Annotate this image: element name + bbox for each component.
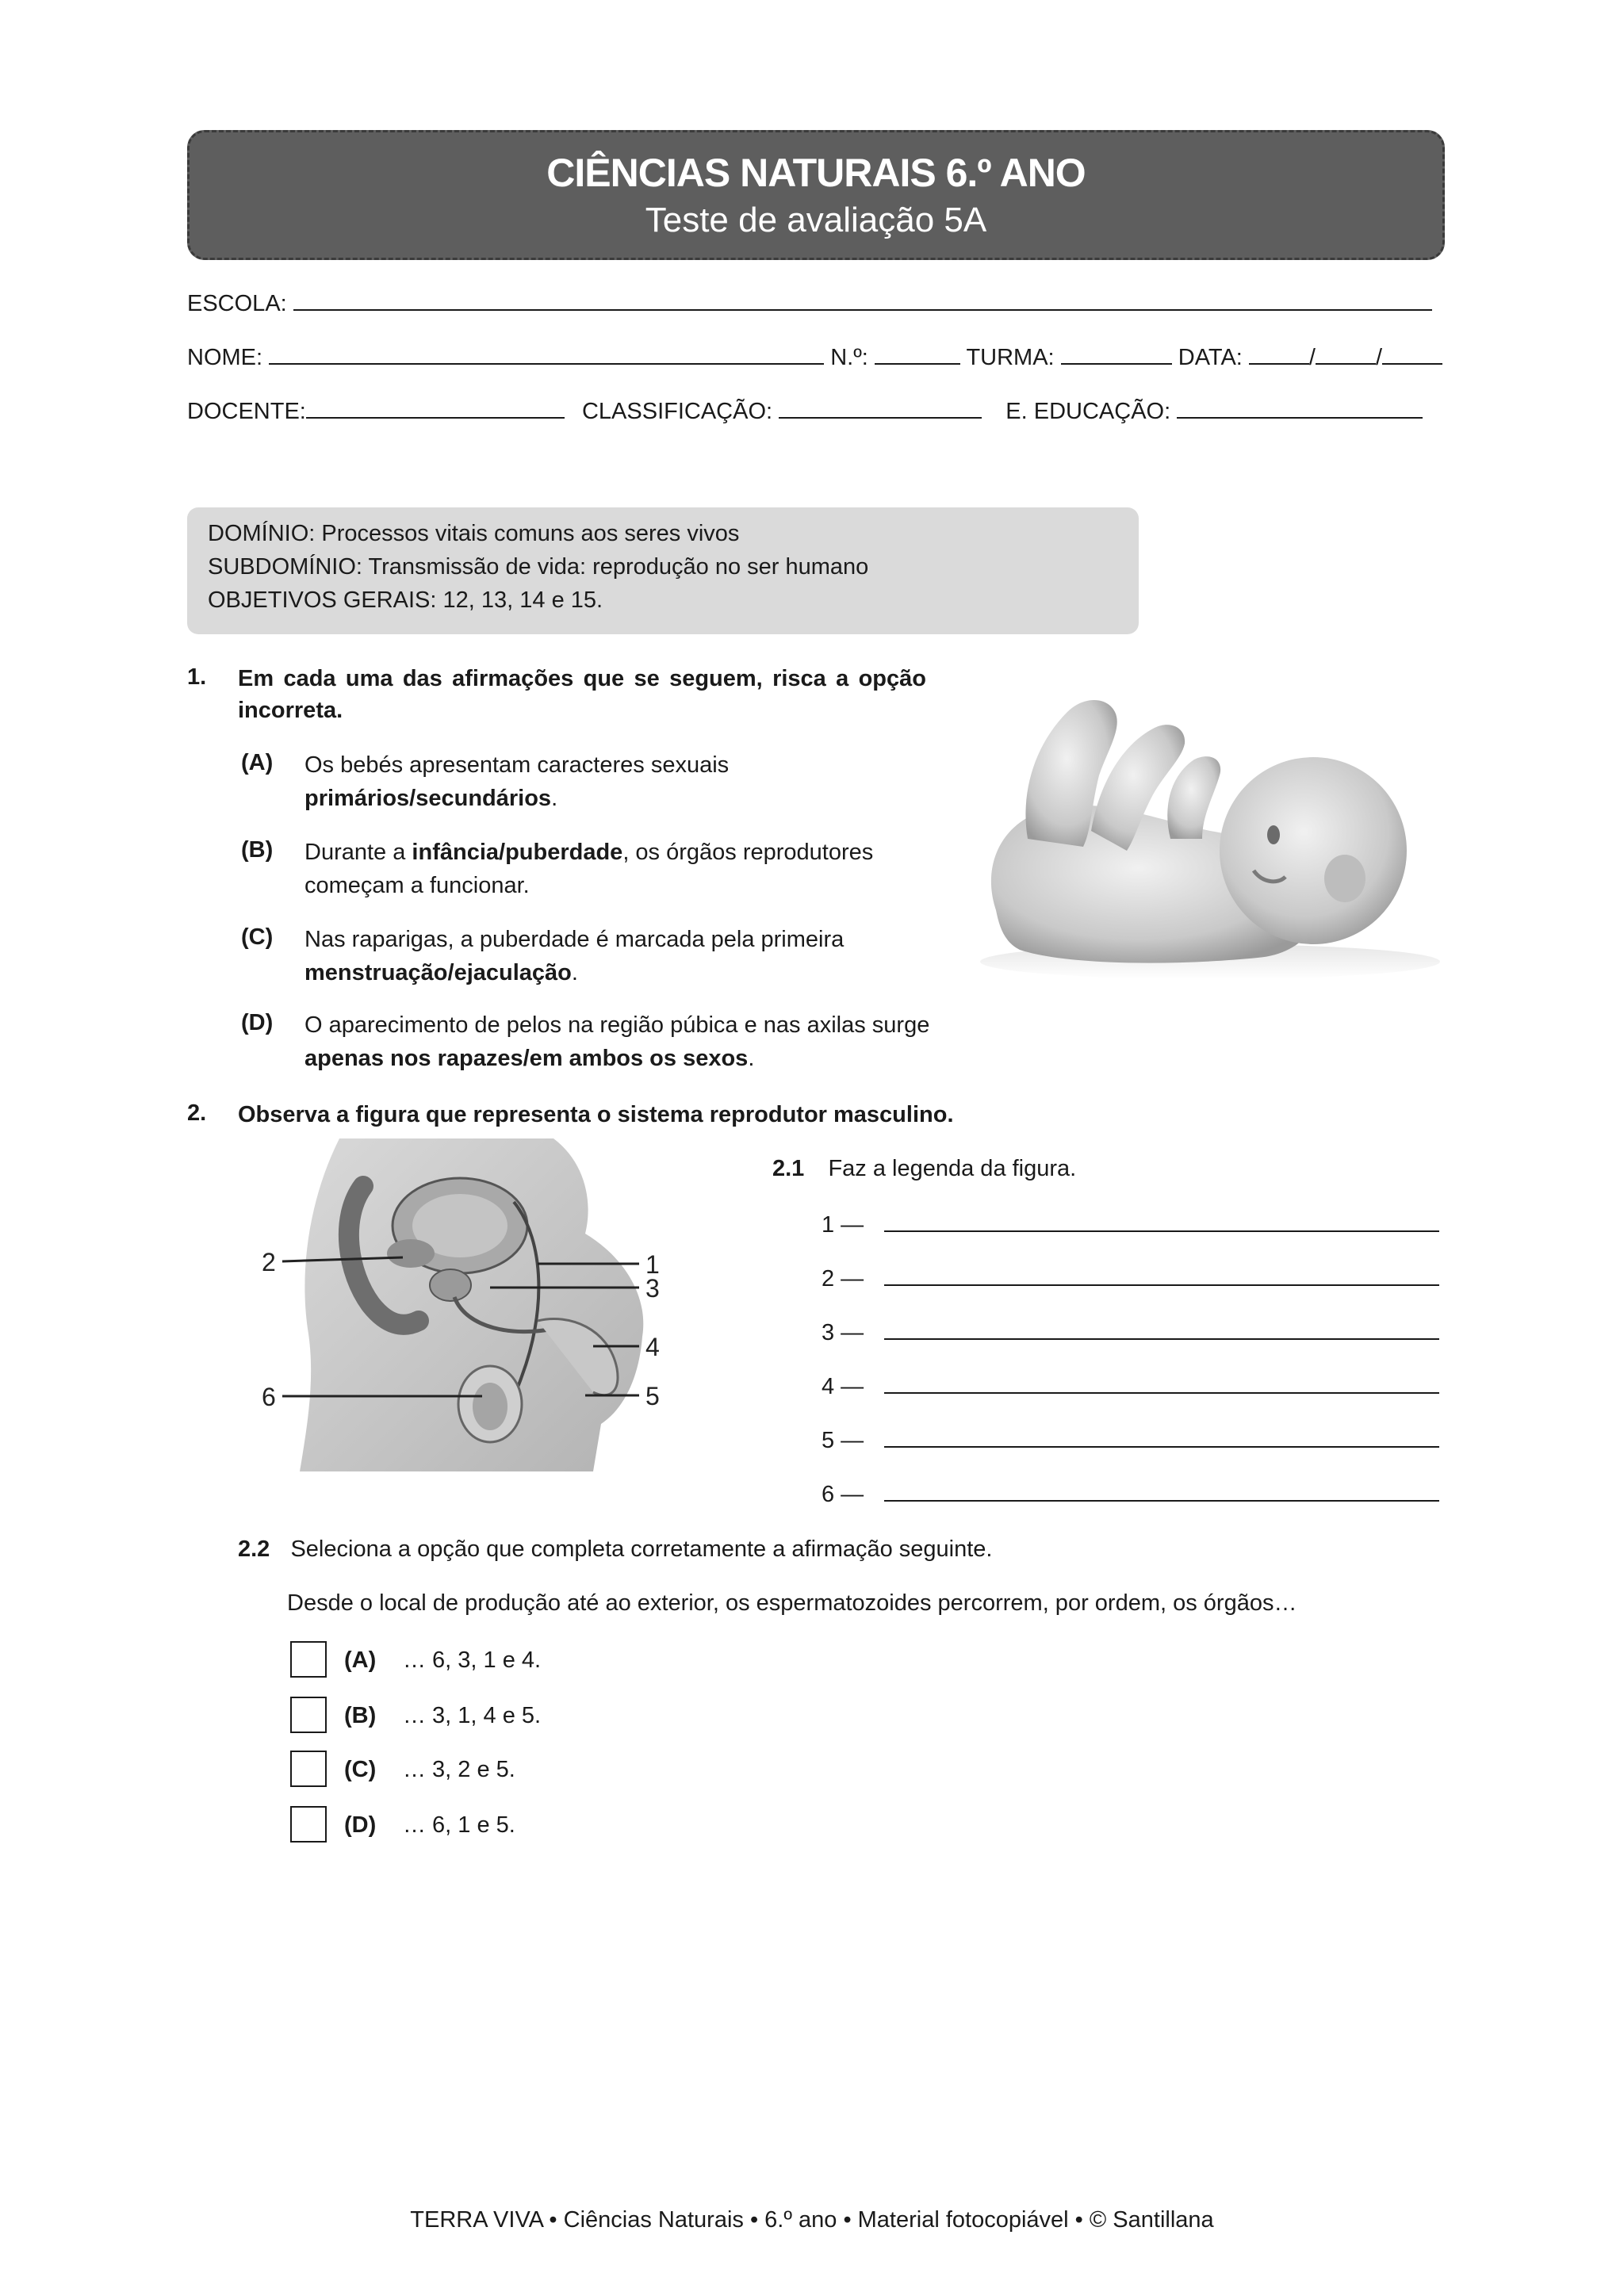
numero-label: N.º: <box>830 345 868 370</box>
legend-row-1-label: 1 — <box>822 1212 864 1238</box>
baby-photo <box>972 680 1445 980</box>
q1-option-b-end: , os órgãos reprodutores começam a funcionar. <box>304 840 874 898</box>
figure-label-5: 5 <box>645 1382 660 1410</box>
q1-option-a-choice: primários/secundários <box>304 786 552 811</box>
q1-option-c-choice: menstruação/ejaculação <box>304 960 572 985</box>
turma-label: TURMA: <box>966 345 1055 370</box>
q1-option-d-choice: apenas nos rapazes/em ambos os sexos <box>304 1046 749 1071</box>
q2-text: Observa a figura que representa o sistema reprodutor masculino. <box>238 1102 954 1127</box>
data-separator: / <box>1308 345 1316 370</box>
legend-row-4-label: 4 — <box>822 1374 864 1399</box>
page-subtitle: Teste de avaliação 5A <box>645 201 987 239</box>
q2-2-option-b-label: (B) <box>344 1703 377 1728</box>
option-d-checkbox[interactable] <box>290 1806 327 1843</box>
figure-label-1: 1 <box>645 1250 660 1279</box>
option-c-checkbox[interactable] <box>290 1751 327 1787</box>
q1-option-b-label: (B) <box>241 837 274 863</box>
q2-2-option-a-text: … 6, 3, 1 e 4. <box>403 1647 542 1673</box>
q1-option-c-text: Nas raparigas, a puberdade é marcada pela primeira <box>304 927 845 952</box>
q2-number: 2. <box>187 1100 207 1126</box>
q1-option-a-text: Os bebés apresentam caracteres sexuais <box>304 752 730 778</box>
classificacao-field[interactable] <box>779 396 982 419</box>
nome-field[interactable] <box>269 342 824 365</box>
dominio-text: DOMÍNIO: Processos vitais comuns aos seres vivos <box>208 521 740 546</box>
legend-row-3-label: 3 — <box>822 1320 864 1345</box>
q1-option-a[interactable] <box>304 748 931 815</box>
e-educacao-field[interactable] <box>1177 396 1423 419</box>
reproductive-system-figure <box>252 1138 696 1487</box>
escola-label: ESCOLA: <box>187 291 287 316</box>
figure-label-2: 2 <box>262 1248 276 1276</box>
legend-row-5-label: 5 — <box>822 1428 864 1453</box>
turma-field[interactable] <box>1061 342 1172 365</box>
page-footer: TERRA VIVA • Ciências Naturais • 6.º ano • Material fotocopiável • © Santillana <box>410 2207 1214 2233</box>
q1-option-b[interactable] <box>304 836 931 902</box>
data-month-field[interactable] <box>1316 342 1376 365</box>
objetivos-text: OBJETIVOS GERAIS: 12, 13, 14 e 15. <box>208 587 603 613</box>
legend-row-2 <box>822 1264 1439 1292</box>
data-label: DATA: <box>1178 345 1243 370</box>
data-day-field[interactable] <box>1249 342 1309 365</box>
legend-field-6[interactable] <box>884 1479 1439 1502</box>
figure-label-6: 6 <box>262 1383 276 1411</box>
nome-label: NOME: <box>187 345 263 370</box>
header-banner <box>187 130 1445 260</box>
q2-2-option-c-label: (C) <box>344 1757 377 1782</box>
option-b-checkbox[interactable] <box>290 1697 327 1733</box>
legend-field-1[interactable] <box>884 1210 1439 1232</box>
data-separator: / <box>1375 345 1383 370</box>
escola-field[interactable] <box>293 289 1432 311</box>
q2-2-option-c-text: … 3, 2 e 5. <box>403 1757 515 1782</box>
q1-option-b-choice: infância/puberdade <box>412 840 623 865</box>
form-nome-row <box>187 342 1442 371</box>
legend-field-5[interactable] <box>884 1425 1439 1448</box>
q2-2-option-d-label: (D) <box>344 1812 377 1838</box>
q1-option-a-end: . <box>551 786 558 811</box>
q1-option-d-end: . <box>748 1046 755 1071</box>
subdominio-text: SUBDOMÍNIO: Transmissão de vida: reprodução no ser humano <box>208 554 869 580</box>
q2-1-number: 2.1 <box>772 1156 805 1181</box>
legend-field-2[interactable] <box>884 1264 1439 1286</box>
legend-row-6-label: 6 — <box>822 1482 864 1507</box>
q2-2-number: 2.2 <box>238 1536 270 1562</box>
option-a-checkbox[interactable] <box>290 1641 327 1678</box>
legend-row-3 <box>822 1318 1439 1346</box>
q1-option-d[interactable] <box>304 1008 931 1075</box>
q1-option-c[interactable] <box>304 923 931 989</box>
legend-field-3[interactable] <box>884 1318 1439 1340</box>
domain-box <box>187 507 1139 634</box>
numero-field[interactable] <box>875 342 960 365</box>
q1-option-d-text: O aparecimento de pelos na região púbica e nas axilas surge <box>304 1012 930 1038</box>
q2-2-heading <box>238 1536 993 1563</box>
legend-row-1 <box>822 1210 1439 1238</box>
form-docente-row <box>187 396 1423 425</box>
legend-row-6 <box>822 1479 1439 1508</box>
q2-2-option-d-text: … 6, 1 e 5. <box>403 1812 515 1838</box>
docente-field[interactable] <box>306 396 565 419</box>
legend-row-2-label: 2 — <box>822 1266 864 1292</box>
docente-label: DOCENTE: <box>187 399 306 424</box>
q1-option-b-text: Durante a <box>304 840 412 865</box>
q2-1-text: Faz a legenda da figura. <box>828 1156 1077 1181</box>
q2-2-statement: Desde o local de produção até ao exterior, os espermatozoides percorrem, por ordem, os órgãos… <box>287 1590 1297 1616</box>
q1-option-d-label: (D) <box>241 1010 274 1035</box>
q2-2-option-a-label: (A) <box>344 1647 377 1673</box>
q2-1-heading <box>772 1156 1076 1182</box>
form-escola-row <box>187 289 1432 317</box>
q2-2-option-b-text: … 3, 1, 4 e 5. <box>403 1703 542 1728</box>
data-year-field[interactable] <box>1382 342 1442 365</box>
figure-label-3: 3 <box>645 1274 660 1303</box>
page-title: CIÊNCIAS NATURAIS 6.º ANO <box>546 151 1086 195</box>
legend-field-4[interactable] <box>884 1372 1439 1394</box>
q1-option-a-label: (A) <box>241 750 274 775</box>
q2-2-text: Seleciona a opção que completa corretamente a afirmação seguinte. <box>290 1536 993 1562</box>
q1-option-c-end: . <box>571 960 578 985</box>
classificacao-label: CLASSIFICAÇÃO: <box>581 399 773 424</box>
e-educacao-label: E. EDUCAÇÃO: <box>1005 399 1171 424</box>
q1-number: 1. <box>187 664 207 690</box>
legend-row-4 <box>822 1372 1439 1400</box>
legend-row-5 <box>822 1425 1439 1454</box>
q1-text: Em cada uma das afirmações que se seguem, risca a opção incorreta. <box>238 666 926 723</box>
q1-option-c-label: (C) <box>241 924 274 950</box>
figure-label-4: 4 <box>645 1333 660 1361</box>
